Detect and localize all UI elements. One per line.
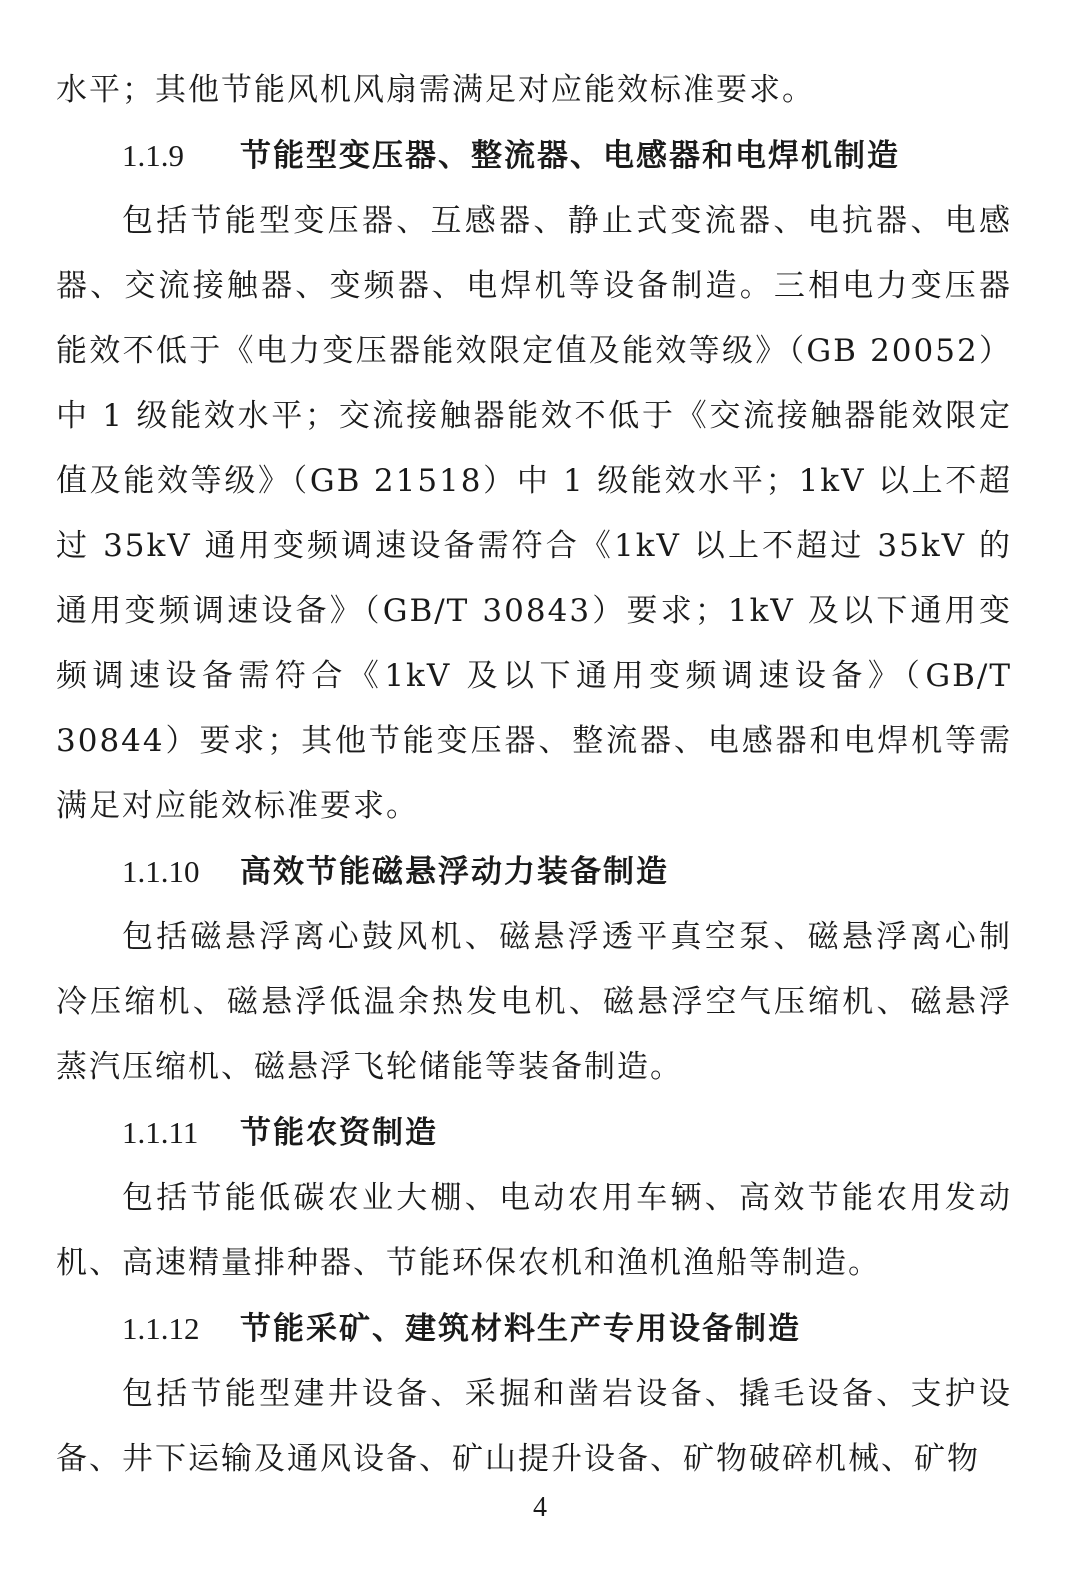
section-heading-1-1-12 (56, 1296, 1012, 1362)
paragraph-1-1-10: 包括磁悬浮离心鼓风机、磁悬浮透平真空泵、磁悬浮离心制冷压缩机、磁悬浮低温余热发电机、磁悬浮空气压缩机、磁悬浮蒸汽压缩机、磁悬浮飞轮储能等装备制造。 (56, 919, 1012, 1085)
paragraph-1-1-9: 包括节能型变压器、互感器、静止式变流器、电抗器、电感器、交流接触器、变频器、电焊机等设备制造。三相电力变压器能效不低于《电力变压器能效限定值及能效等级》（GB 20052）中 1 级能效水平；交流接触器能效不低于《交流接触器能效限定值及能效等级》（GB 21518）中 1 级能效水平；1kV 以上不超过 35kV 通用变频调速设备需符合《1kV 以上不超过 35kV 的通用变频调速设备》（GB/T 30843）要求；1kV 及以下通用变频调速设备需符合《1kV 及以下通用变频调速设备》（GB/T 30844）要求；其他节能变压器、整流器、电感器和电焊机等需满足对应能效标准要求。 (56, 203, 1012, 824)
section-heading-1-1-11 (56, 1100, 1012, 1166)
document-body (56, 58, 1012, 1492)
section-title: 节能型变压器、整流器、电感器和电焊机制造 (240, 138, 900, 174)
paragraph-1-1-11: 包括节能低碳农业大棚、电动农用车辆、高效节能农用发动机、高速精量排种器、节能环保农机和渔机渔船等制造。 (56, 1180, 1012, 1281)
section-number: 1.1.10 (122, 854, 200, 889)
section-number: 1.1.12 (122, 1311, 200, 1346)
section-title: 节能农资制造 (240, 1115, 438, 1151)
paragraph-1-1-12: 包括节能型建井设备、采掘和凿岩设备、撬毛设备、支护设备、井下运输及通风设备、矿山提升设备、矿物破碎机械、矿物 (56, 1376, 1012, 1477)
section-heading-1-1-9 (56, 123, 1012, 189)
section-number: 1.1.9 (122, 138, 184, 173)
paragraph-continuation: 水平；其他节能风机风扇需满足对应能效标准要求。 (56, 72, 815, 108)
section-heading-1-1-10 (56, 839, 1012, 905)
page-number: 4 (533, 1492, 547, 1523)
section-title: 高效节能磁悬浮动力装备制造 (240, 854, 669, 890)
section-number: 1.1.11 (122, 1115, 199, 1150)
section-title: 节能采矿、建筑材料生产专用设备制造 (240, 1311, 801, 1347)
